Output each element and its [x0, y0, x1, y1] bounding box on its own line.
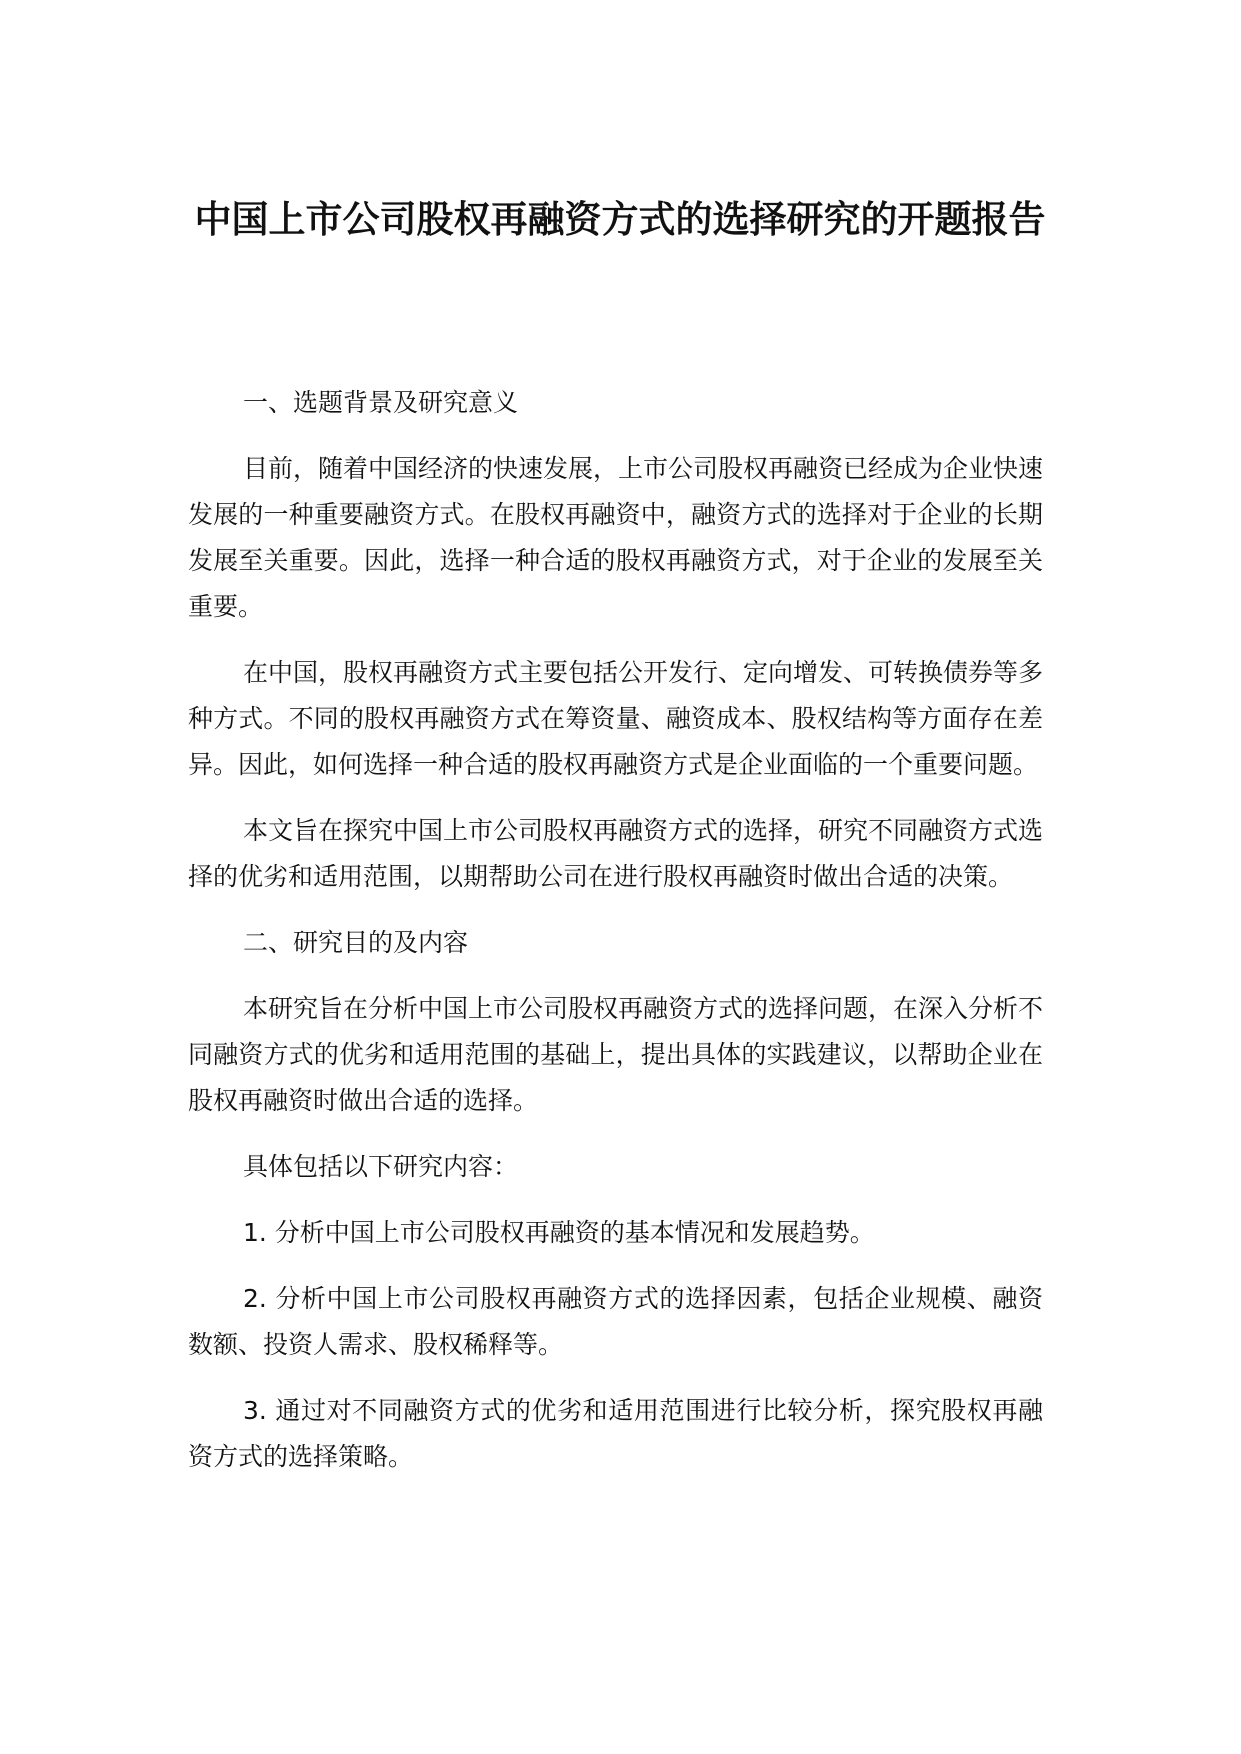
paragraph-paper-aim: 本文旨在探究中国上市公司股权再融资方式的选择，研究不同融资方式选择的优劣和适用范围，以期帮助公司在进行股权再融资时做出合适的决策。 [188, 816, 1044, 891]
paragraph-research-purpose: 本研究旨在分析中国上市公司股权再融资方式的选择问题，在深入分析不同融资方式的优劣和适用范围的基础上，提出具体的实践建议，以帮助企业在股权再融资时做出合适的选择。 [188, 994, 1044, 1115]
paragraph-background-intro: 目前，随着中国经济的快速发展，上市公司股权再融资已经成为企业快速发展的一种重要融资方式。在股权再融资中，融资方式的选择对于企业的长期发展至关重要。因此，选择一种合适的股权再融资方式，对于企业的发展至关重要。 [188, 454, 1044, 621]
document-title: 中国上市公司股权再融资方式的选择研究的开题报告 [194, 198, 1046, 241]
paragraph-content-intro: 具体包括以下研究内容： [243, 1152, 519, 1181]
paragraph-financing-types: 在中国，股权再融资方式主要包括公开发行、定向增发、可转换债券等多种方式。不同的股权再融资方式在筹资量、融资成本、股权结构等方面存在差异。因此，如何选择一种合适的股权再融资方式是企业面临的一个重要问题。 [188, 658, 1044, 779]
section-heading-objectives: 二、研究目的及内容 [243, 928, 469, 957]
list-item-3: 3. 通过对不同融资方式的优劣和适用范围进行比较分析，探究股权再融资方式的选择策略。 [188, 1396, 1043, 1471]
list-item-2: 2. 分析中国上市公司股权再融资方式的选择因素，包括企业规模、融资数额、投资人需求、股权稀释等。 [188, 1284, 1043, 1359]
document-body [188, 380, 1043, 1500]
section-heading-background: 一、选题背景及研究意义 [243, 388, 519, 417]
list-item-1: 1. 分析中国上市公司股权再融资的基本情况和发展趋势。 [243, 1218, 875, 1247]
